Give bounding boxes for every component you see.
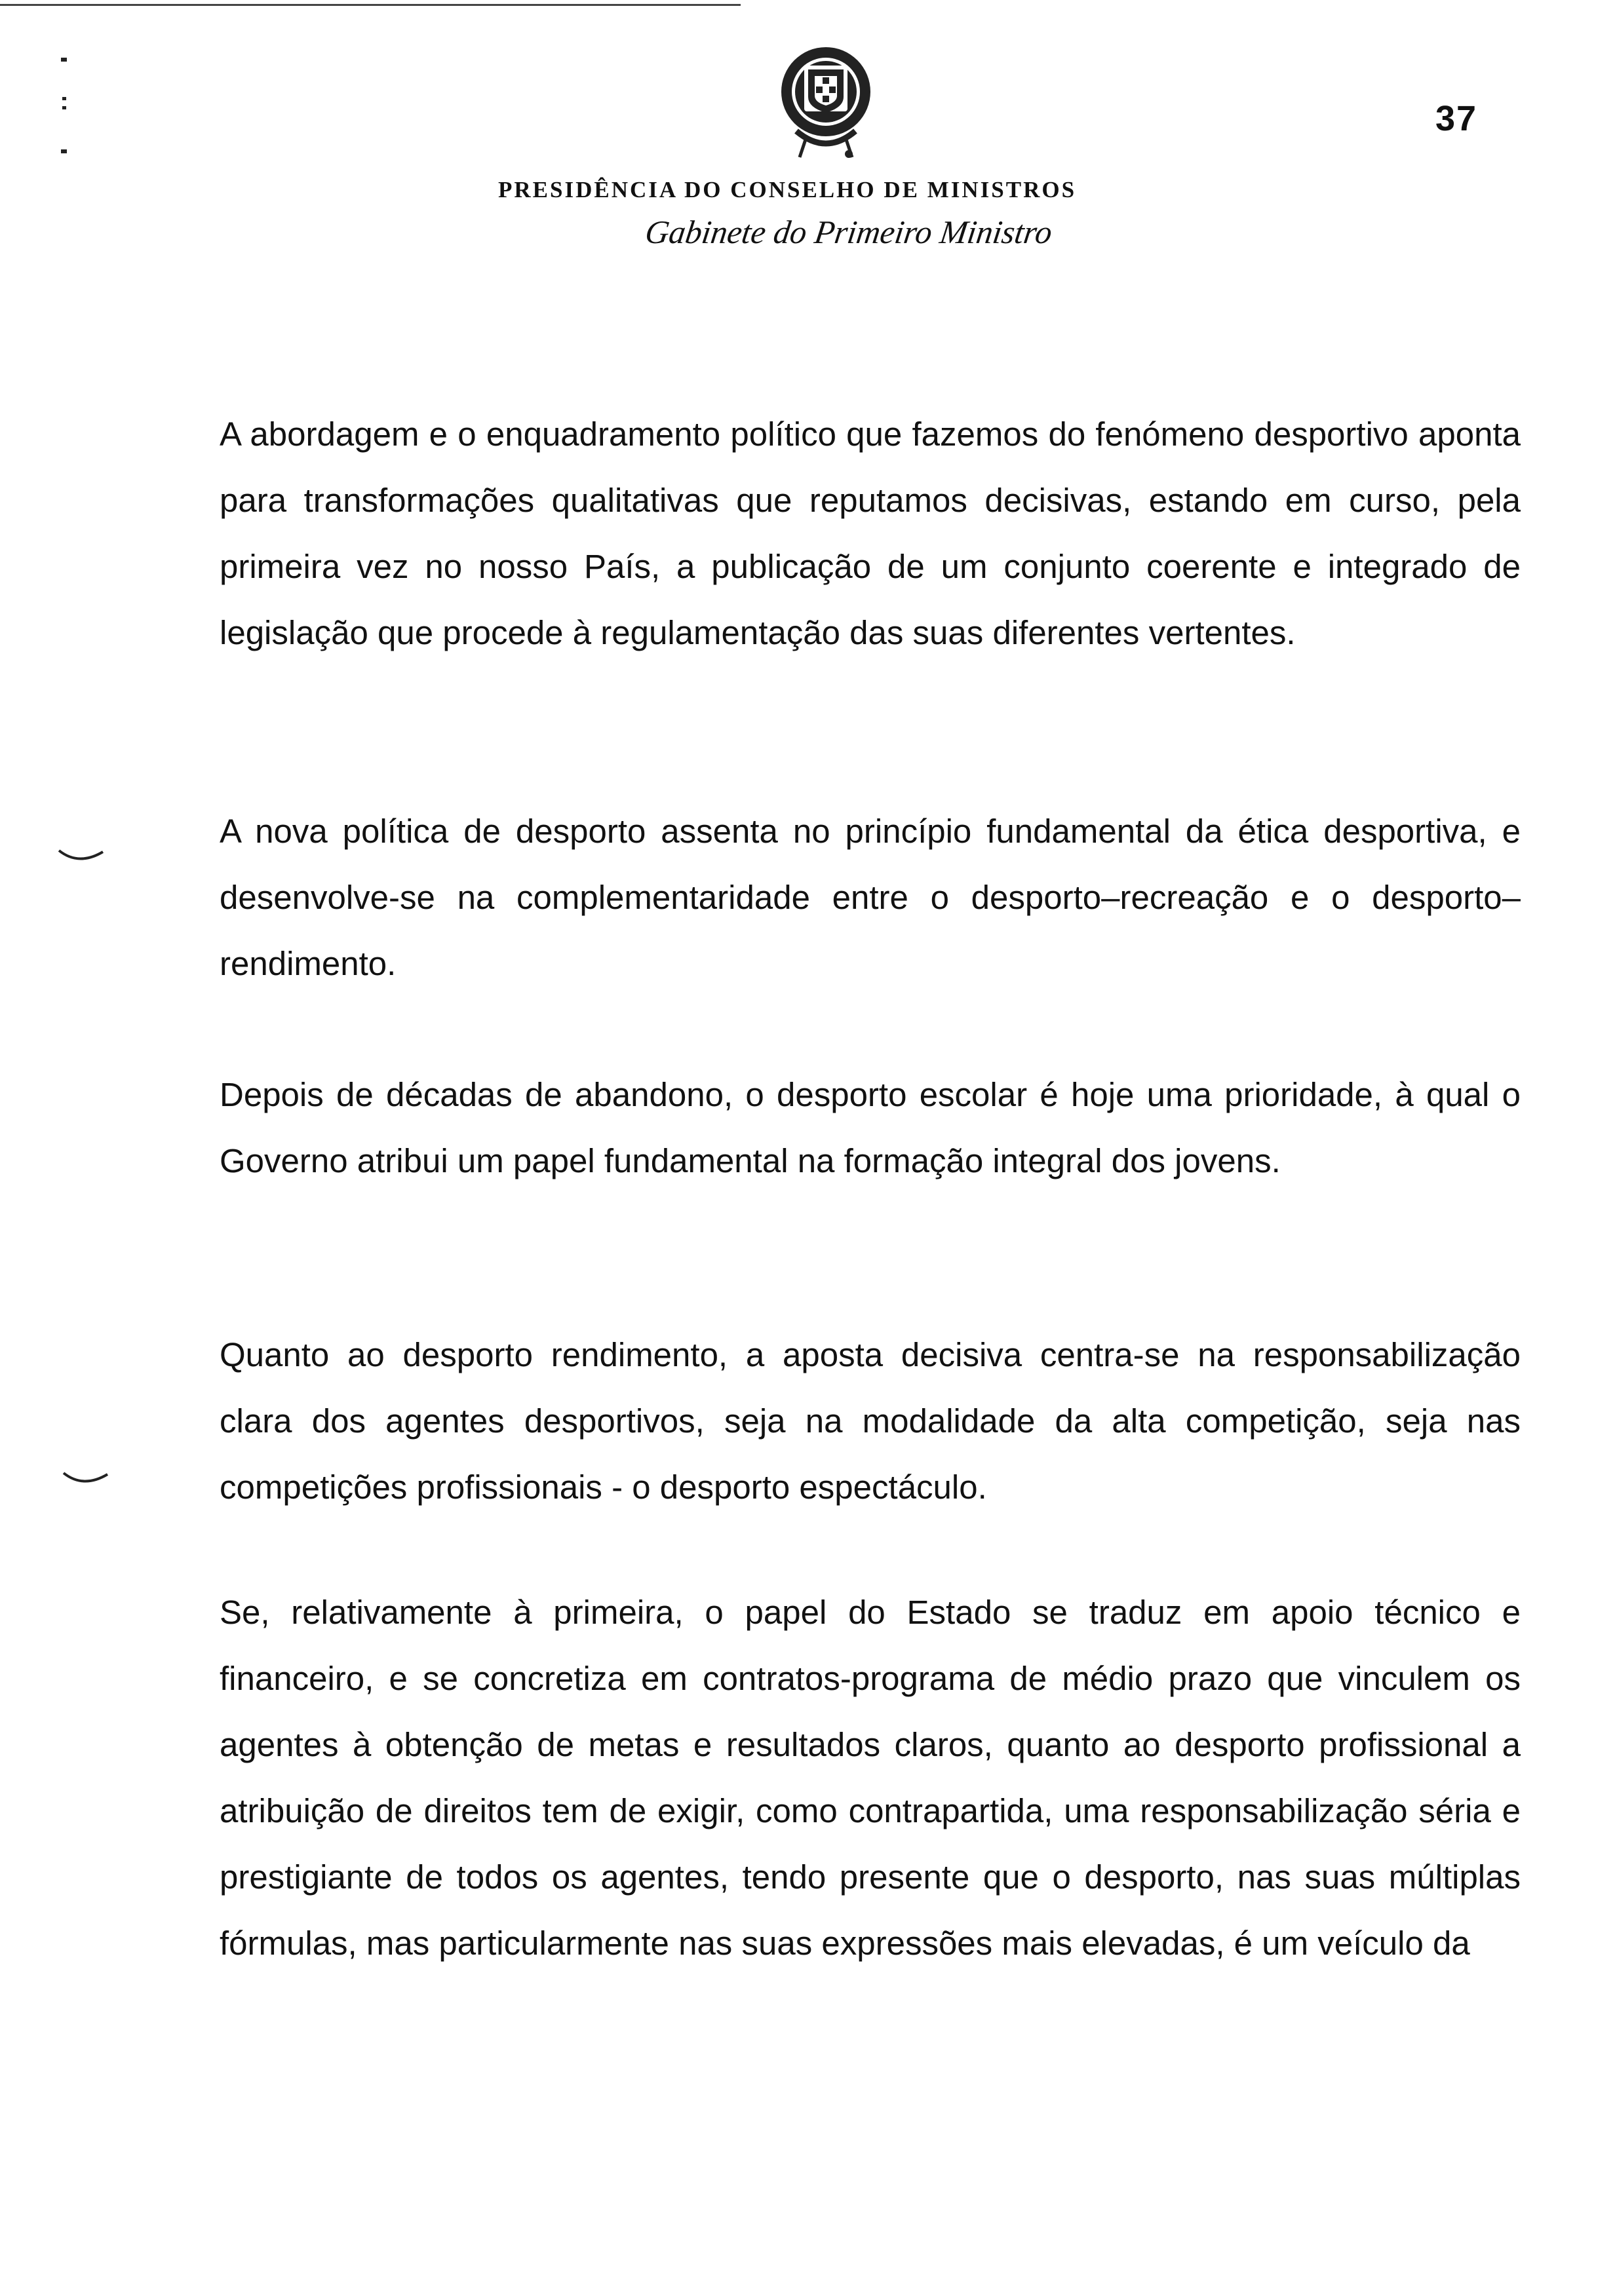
paragraph-3: Depois de décadas de abandono, o desporto escolar é hoje uma prioridade, à qual o Governo atribui um papel fundamental na formação integral dos jovens. [220, 1076, 1521, 1179]
margin-dot-bottom [61, 149, 67, 153]
paragraph-4: Quanto ao desporto rendimento, a aposta decisiva centra-se na responsabilização clara dos agentes desportivos, seja na modalidade da alta competição, seja nas competições profissionais - o desporto espectáculo. [220, 1336, 1521, 1506]
institution-header: PRESIDÊNCIA DO CONSELHO DE MINISTROS [498, 177, 1077, 202]
cabinet-script-header: Gabinete do Primeiro Ministro [643, 214, 1055, 250]
paragraph-1: A abordagem e o enquadramento político que fazemos do fenómeno desportivo aponta para transformações qualitativas que reputamos decisivas, estando em curso, pela primeira vez no nosso País, a publicação de um conjunto coerente e integrado de legislação que procede à regulamentação das suas diferentes vertentes. [220, 415, 1521, 651]
paragraph-2: A nova política de desporto assenta no princípio fundamental da ética desportiva, e desenvolve-se na complementaridade entre o desporto–recreação e o desporto–rendimento. [220, 813, 1521, 982]
coat-of-arms-emblem [770, 39, 882, 170]
page-number: 37 [1435, 99, 1478, 138]
margin-tick-mark-1 [56, 845, 108, 871]
paragraph-5: Se, relativamente à primeira, o papel do Estado se traduz em apoio técnico e financeiro, e se concretiza em contratos-programa de médio prazo que vinculem os agentes à obtenção de metas e resultados claros, quanto ao desporto profissional a atribuição de direitos tem de exigir, como contrapartida, uma responsabilização séria e prestigiante de todos os agentes, tendo presente que o desporto, nas suas múltiplas fórmulas, mas particularmente nas suas expressões mais elevadas, é um veículo da [220, 1594, 1521, 1962]
margin-dot-mid-2 [62, 106, 66, 109]
margin-tick-mark-2 [60, 1468, 113, 1494]
top-scan-rule [0, 4, 741, 6]
margin-dot-mid-1 [62, 97, 66, 100]
margin-dot-top [61, 58, 67, 62]
